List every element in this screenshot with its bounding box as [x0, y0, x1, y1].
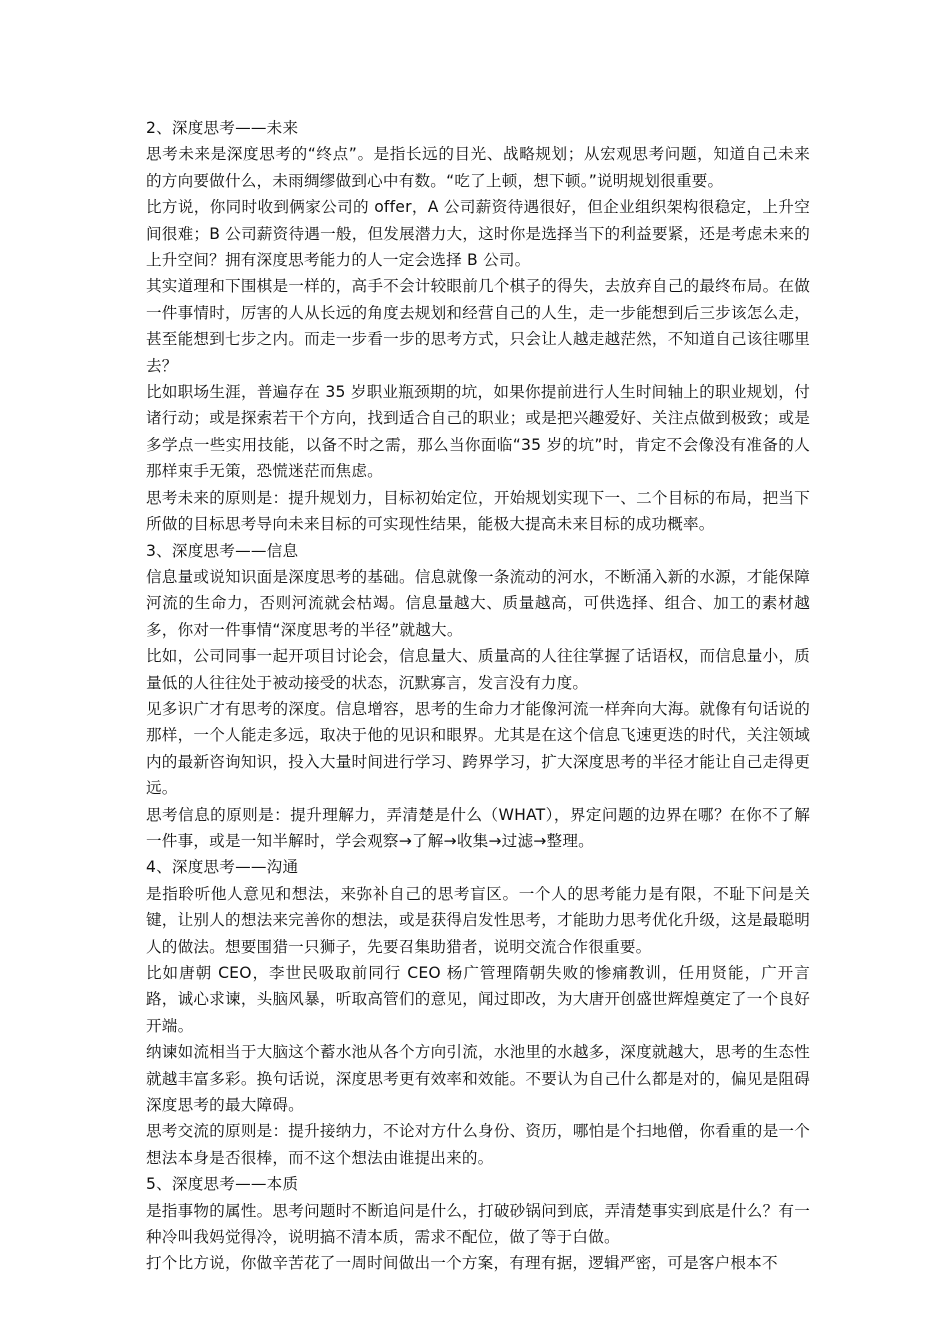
section-heading-essence: 5、深度思考——本质 [146, 1175, 299, 1194]
paragraph: 纳谏如流相当于大脑这个蓄水池从各个方向引流，水池里的水越多，深度就越大，思考的生态性就越丰富多彩。换句话说，深度思考更有效率和效能。不要认为自己什么都是对的，偏见是阻碍深度思考的最大障碍。 [146, 1043, 810, 1115]
section-heading-communication: 4、深度思考——沟通 [146, 858, 299, 877]
paragraph: 比方说，你同时收到俩家公司的 offer，A 公司薪资待遇很好，但企业组织架构很稳定，上升空间很难；B 公司薪资待遇一般，但发展潜力大，这时你是选择当下的利益要紧，还是考虑未来的上升空间？拥有深度思考能力的人一定会选择 B 公司。 [146, 198, 810, 270]
paragraph: 是指聆听他人意见和想法，来弥补自己的思考盲区。一个人的思考能力是有限，不耻下问是关键，让别人的想法来完善你的想法，或是获得启发性思考，才能助力思考优化升级，这是最聪明人的做法。想要围猎一只狮子，先要召集助猎者，说明交流合作很重要。 [146, 884, 810, 956]
paragraph: 比如，公司同事一起开项目讨论会，信息量大、质量高的人往往掌握了话语权，而信息量小，质量低的人往往处于被动接受的状态，沉默寡言，发言没有力度。 [146, 647, 810, 692]
paragraph: 思考交流的原则是：提升接纳力，不论对方什么身份、资历，哪怕是个扫地僧，你看重的是一个想法本身是否很棒，而不这个想法由谁提出来的。 [146, 1122, 810, 1167]
paragraph: 思考信息的原则是：提升理解力，弄清楚是什么（WHAT），界定问题的边界在哪？在你不了解一件事，或是一知半解时，学会观察→了解→收集→过滤→整理。 [146, 805, 810, 850]
document-body [146, 115, 810, 1277]
section-heading-information: 3、深度思考——信息 [146, 541, 299, 560]
section-heading-future: 2、深度思考——未来 [146, 119, 299, 137]
paragraph: 思考未来的原则是：提升规划力，目标初始定位，开始规划实现下一、二个目标的布局，把当下所做的目标思考导向未来目标的可实现性结果，能极大提高未来目标的成功概率。 [146, 488, 810, 534]
paragraph: 比如职场生涯，普遍存在 35 岁职业瓶颈期的坑，如果你提前进行人生时间轴上的职业规划，付诸行动；或是探索若干个方向，找到适合自己的职业；或是把兴趣爱好、关注点做到极致；或是多学点一些实用技能，以备不时之需，那么当你面临“35 岁的坑”时，肯定不会像没有准备的人那样束手无策，恐慌迷茫而焦虑。 [146, 383, 810, 481]
paragraph: 信息量或说知识面是深度思考的基础。信息就像一条流动的河水，不断涌入新的水源，才能保障河流的生命力，否则河流就会枯竭。信息量越大、质量越高，可供选择、组合、加工的素材越多，你对一件事情“深度思考的半径”就越大。 [146, 567, 810, 639]
paragraph: 其实道理和下围棋是一样的，高手不会计较眼前几个棋子的得失，去放弃自己的最终布局。在做一件事情时，厉害的人从长远的角度去规划和经营自己的人生，走一步能想到后三步该怎么走，甚至能想到七步之内。而走一步看一步的思考方式，只会让人越走越茫然，不知道自己该往哪里去？ [146, 277, 810, 375]
paragraph: 思考未来是深度思考的“终点”。是指长远的目光、战略规划；从宏观思考问题，知道自己未来的方向要做什么，未雨绸缪做到心中有数。“吃了上顿，想下顿。”说明规划很重要。 [146, 145, 810, 190]
paragraph: 打个比方说，你做辛苦花了一周时间做出一个方案，有理有据，逻辑严密，可是客户根本不 [146, 1254, 778, 1273]
paragraph: 比如唐朝 CEO，李世民吸取前同行 CEO 杨广管理隋朝失败的惨痛教训，任用贤能，广开言路，诚心求谏，头脑风暴，听取高管们的意见，闻过即改，为大唐开创盛世辉煌奠定了一个良好开端。 [146, 964, 810, 1035]
paragraph: 是指事物的属性。思考问题时不断追问是什么，打破砂锅问到底，弄清楚事实到底是什么？有一种冷叫我妈觉得冷，说明搞不清本质，需求不配位，做了等于白做。 [146, 1201, 810, 1247]
paragraph: 见多识广才有思考的深度。信息增容，思考的生命力才能像河流一样奔向大海。就像有句话说的那样，一个人能走多远，取决于他的见识和眼界。尤其是在这个信息飞速更迭的时代，关注领域内的最新咨询知识，投入大量时间进行学习、跨界学习，扩大深度思考的半径才能让自己走得更远。 [146, 699, 810, 798]
